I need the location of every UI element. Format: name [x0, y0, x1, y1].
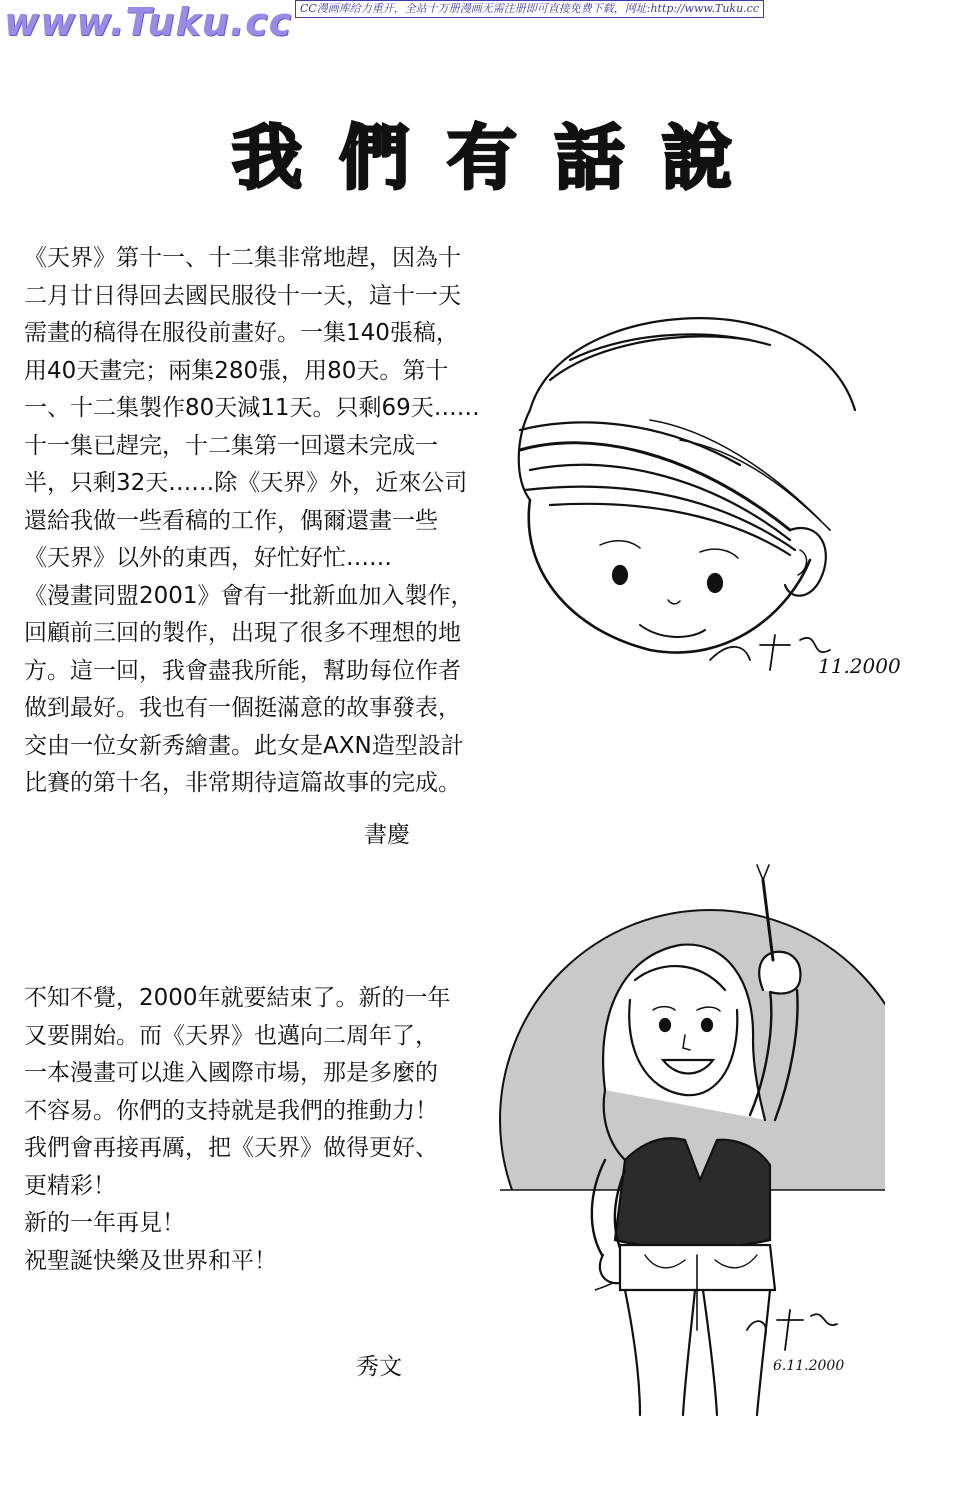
text-line: 《天界》以外的東西，好忙好忙……	[24, 545, 392, 571]
text-line: 回顧前三回的製作，出現了很多不理想的地	[24, 620, 461, 646]
text-line: 用40天畫完；兩集280張，用80天。第十	[24, 357, 449, 384]
section-one-text	[24, 240, 480, 803]
text-line: 一、十二集製作80天減11天。只剩69天……	[24, 395, 480, 421]
page-title	[232, 116, 732, 200]
text-line: 方。這一回，我會盡我所能，幫助每位作者	[24, 657, 461, 684]
text-line: 《漫畫同盟2001》會有一批新血加入製作，	[24, 582, 474, 609]
author-signature-one: 書慶	[364, 822, 410, 848]
girl-sketch-illustration	[485, 860, 885, 1420]
text-line: 二月廿日得回去國民服役十一天，這十一天	[24, 282, 461, 309]
text-line: 做到最好。我也有一個挺滿意的故事發表，	[24, 695, 461, 721]
section-two-text	[24, 980, 451, 1280]
text-line: 又要開始。而《天界》也邁向二周年了，	[24, 1022, 438, 1049]
text-line: 《天界》第十一、十二集非常地趕，因為十	[24, 245, 461, 271]
text-line: 半，只剩32天……除《天界》外，近來公司	[24, 470, 468, 496]
text-line: 十一集已趕完，十二集第一回還未完成一	[24, 432, 438, 459]
text-line: 一本漫畫可以進入國際市場，那是多麼的	[24, 1060, 438, 1086]
text-line: 交由一位女新秀繪畫。此女是AXN造型設計	[24, 732, 464, 759]
text-line: 不容易。你們的支持就是我們的推動力！	[24, 1097, 438, 1124]
boy-sketch-date: 11.2000	[818, 654, 901, 678]
text-line: 我們會再接再厲，把《天界》做得更好、	[24, 1135, 438, 1161]
text-line: 比賽的第十名，非常期待這篇故事的完成。	[24, 770, 461, 796]
text-line: 祝聖誕快樂及世界和平！	[24, 1247, 277, 1274]
title-char: 我	[232, 117, 302, 199]
watermark-banner: CC漫画库给力重开，全站十万册漫画无需注册即可直接免费下载，网址:http://www.Tuku.cc	[295, 0, 764, 18]
title-char: 們	[339, 117, 410, 199]
title-char: 有	[447, 117, 517, 199]
text-line: 更精彩！	[24, 1172, 116, 1199]
title-char: 話	[554, 117, 625, 199]
title-char: 說	[662, 117, 732, 199]
text-line: 新的一年再見！	[24, 1210, 185, 1236]
text-line: 不知不覺，2000年就要結束了。新的一年	[24, 985, 451, 1011]
boy-sketch-illustration	[490, 300, 910, 700]
text-line: 需畫的稿得在服役前畫好。一集140張稿，	[24, 320, 459, 346]
author-signature-two: 秀文	[356, 1354, 402, 1380]
watermark-logo: www.Tuku.cc	[4, 0, 293, 44]
text-line: 還給我做一些看稿的工作，偶爾還畫一些	[24, 507, 438, 534]
girl-sketch-date: 6.11.2000	[773, 1358, 845, 1374]
